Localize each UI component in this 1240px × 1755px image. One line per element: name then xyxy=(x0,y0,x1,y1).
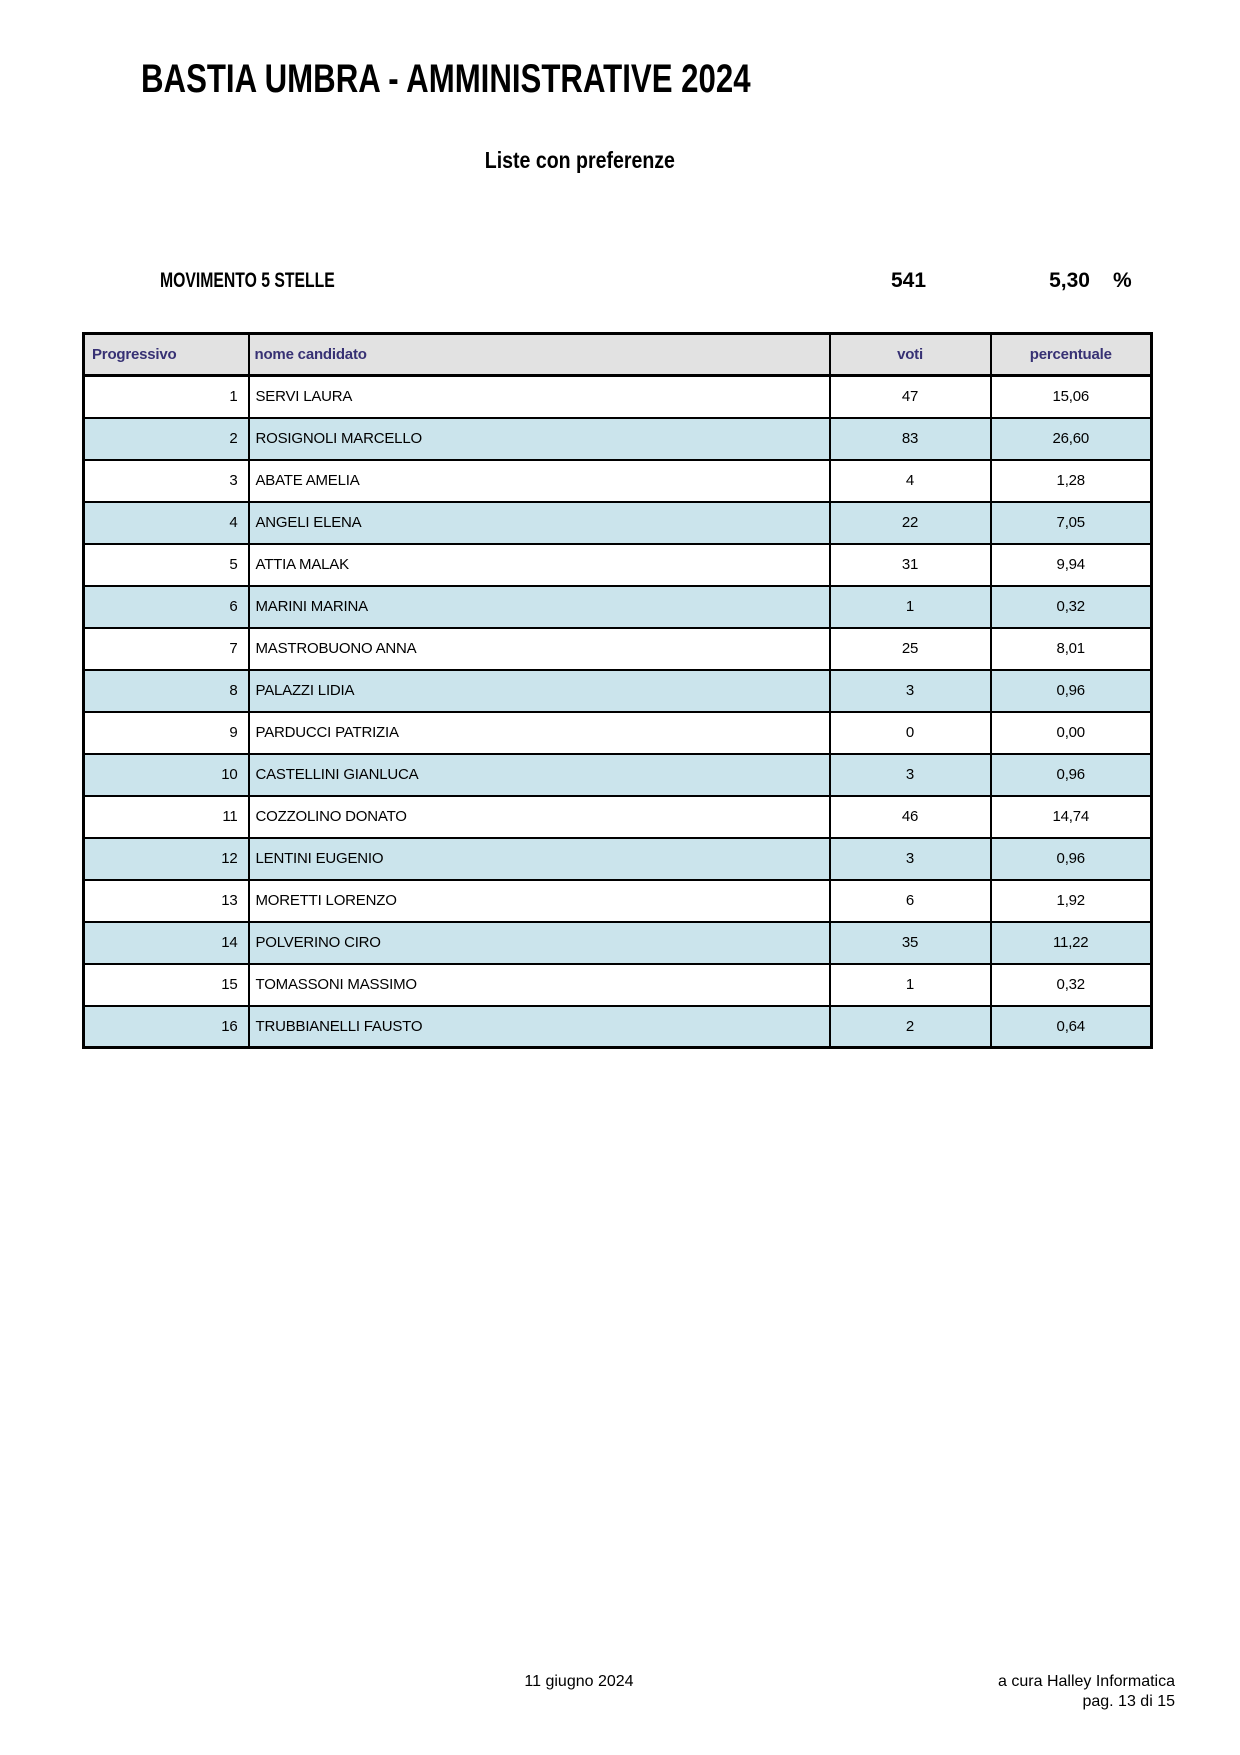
footer-date: 11 giugno 2024 xyxy=(524,1673,634,1690)
cell-progressivo: 16 xyxy=(84,1006,249,1048)
cell-voti: 6 xyxy=(830,880,991,922)
cell-voti: 46 xyxy=(830,796,991,838)
cell-nome-candidato: PARDUCCI PATRIZIA xyxy=(249,712,830,754)
cell-percentuale: 0,00 xyxy=(991,712,1152,754)
table-row xyxy=(84,964,1152,1006)
cell-percentuale: 9,94 xyxy=(991,544,1152,586)
list-total-votes: 541 xyxy=(890,269,927,292)
footer-credit: a cura Halley Informatica xyxy=(998,1673,1175,1690)
cell-percentuale: 0,96 xyxy=(991,670,1152,712)
cell-nome-candidato: MASTROBUONO ANNA xyxy=(249,628,830,670)
cell-voti: 1 xyxy=(830,586,991,628)
cell-nome-candidato: TRUBBIANELLI FAUSTO xyxy=(249,1006,830,1048)
percent-symbol: % xyxy=(1113,269,1132,292)
table-row xyxy=(84,670,1152,712)
table-row xyxy=(84,712,1152,754)
cell-nome-candidato: ROSIGNOLI MARCELLO xyxy=(249,418,830,460)
cell-nome-candidato: ATTIA MALAK xyxy=(249,544,830,586)
cell-progressivo: 12 xyxy=(84,838,249,880)
cell-nome-candidato: MARINI MARINA xyxy=(249,586,830,628)
page-subtitle: Liste con preferenze xyxy=(484,147,676,173)
cell-percentuale: 7,05 xyxy=(991,502,1152,544)
cell-voti: 47 xyxy=(830,376,991,418)
cell-nome-candidato: ANGELI ELENA xyxy=(249,502,830,544)
table-row xyxy=(84,754,1152,796)
cell-percentuale: 0,32 xyxy=(991,586,1152,628)
table-row xyxy=(84,460,1152,502)
cell-voti: 4 xyxy=(830,460,991,502)
cell-progressivo: 2 xyxy=(84,418,249,460)
cell-voti: 35 xyxy=(830,922,991,964)
cell-percentuale: 8,01 xyxy=(991,628,1152,670)
header-progressivo: Progressivo xyxy=(84,334,249,376)
cell-nome-candidato: MORETTI LORENZO xyxy=(249,880,830,922)
cell-progressivo: 3 xyxy=(84,460,249,502)
cell-percentuale: 0,96 xyxy=(991,838,1152,880)
preferences-table xyxy=(82,332,1153,1049)
cell-nome-candidato: PALAZZI LIDIA xyxy=(249,670,830,712)
cell-progressivo: 8 xyxy=(84,670,249,712)
cell-percentuale: 0,32 xyxy=(991,964,1152,1006)
cell-nome-candidato: LENTINI EUGENIO xyxy=(249,838,830,880)
list-summary-line xyxy=(0,266,1240,296)
table-row xyxy=(84,1006,1152,1048)
cell-nome-candidato: ABATE AMELIA xyxy=(249,460,830,502)
table-row xyxy=(84,418,1152,460)
table-header-row xyxy=(84,334,1152,376)
cell-voti: 3 xyxy=(830,838,991,880)
cell-percentuale: 14,74 xyxy=(991,796,1152,838)
cell-percentuale: 0,96 xyxy=(991,754,1152,796)
cell-progressivo: 13 xyxy=(84,880,249,922)
cell-progressivo: 6 xyxy=(84,586,249,628)
cell-progressivo: 10 xyxy=(84,754,249,796)
header-percentuale: percentuale xyxy=(991,334,1152,376)
cell-progressivo: 1 xyxy=(84,376,249,418)
cell-progressivo: 11 xyxy=(84,796,249,838)
cell-nome-candidato: SERVI LAURA xyxy=(249,376,830,418)
footer-date-wrap xyxy=(0,1672,1158,1692)
cell-voti: 31 xyxy=(830,544,991,586)
table-row xyxy=(84,838,1152,880)
cell-percentuale: 0,64 xyxy=(991,1006,1152,1048)
cell-nome-candidato: COZZOLINO DONATO xyxy=(249,796,830,838)
cell-voti: 83 xyxy=(830,418,991,460)
table-row xyxy=(84,922,1152,964)
cell-voti: 3 xyxy=(830,670,991,712)
cell-voti: 22 xyxy=(830,502,991,544)
table-row xyxy=(84,586,1152,628)
list-name: MOVIMENTO 5 STELLE xyxy=(160,269,335,292)
cell-progressivo: 4 xyxy=(84,502,249,544)
table-row xyxy=(84,502,1152,544)
cell-voti: 25 xyxy=(830,628,991,670)
table-row xyxy=(84,628,1152,670)
cell-percentuale: 15,06 xyxy=(991,376,1152,418)
cell-progressivo: 14 xyxy=(84,922,249,964)
table-row xyxy=(84,796,1152,838)
cell-progressivo: 5 xyxy=(84,544,249,586)
cell-percentuale: 1,92 xyxy=(991,880,1152,922)
footer-page-number: pag. 13 di 15 xyxy=(1082,1693,1175,1710)
cell-progressivo: 9 xyxy=(84,712,249,754)
list-percent: 5,30 xyxy=(1049,269,1090,292)
cell-voti: 3 xyxy=(830,754,991,796)
header-voti: voti xyxy=(830,334,991,376)
page-subtitle-wrap xyxy=(0,146,1160,174)
cell-nome-candidato: TOMASSONI MASSIMO xyxy=(249,964,830,1006)
header-nome-candidato: nome candidato xyxy=(249,334,830,376)
table-row xyxy=(84,544,1152,586)
table-row xyxy=(84,376,1152,418)
cell-nome-candidato: CASTELLINI GIANLUCA xyxy=(249,754,830,796)
cell-nome-candidato: POLVERINO CIRO xyxy=(249,922,830,964)
page-title: BASTIA UMBRA - AMMINISTRATIVE 2024 xyxy=(141,57,751,101)
cell-percentuale: 11,22 xyxy=(991,922,1152,964)
footer-right xyxy=(998,1672,1175,1712)
cell-percentuale: 1,28 xyxy=(991,460,1152,502)
cell-percentuale: 26,60 xyxy=(991,418,1152,460)
cell-voti: 2 xyxy=(830,1006,991,1048)
table-row xyxy=(84,880,1152,922)
cell-voti: 0 xyxy=(830,712,991,754)
cell-progressivo: 7 xyxy=(84,628,249,670)
cell-voti: 1 xyxy=(830,964,991,1006)
cell-progressivo: 15 xyxy=(84,964,249,1006)
